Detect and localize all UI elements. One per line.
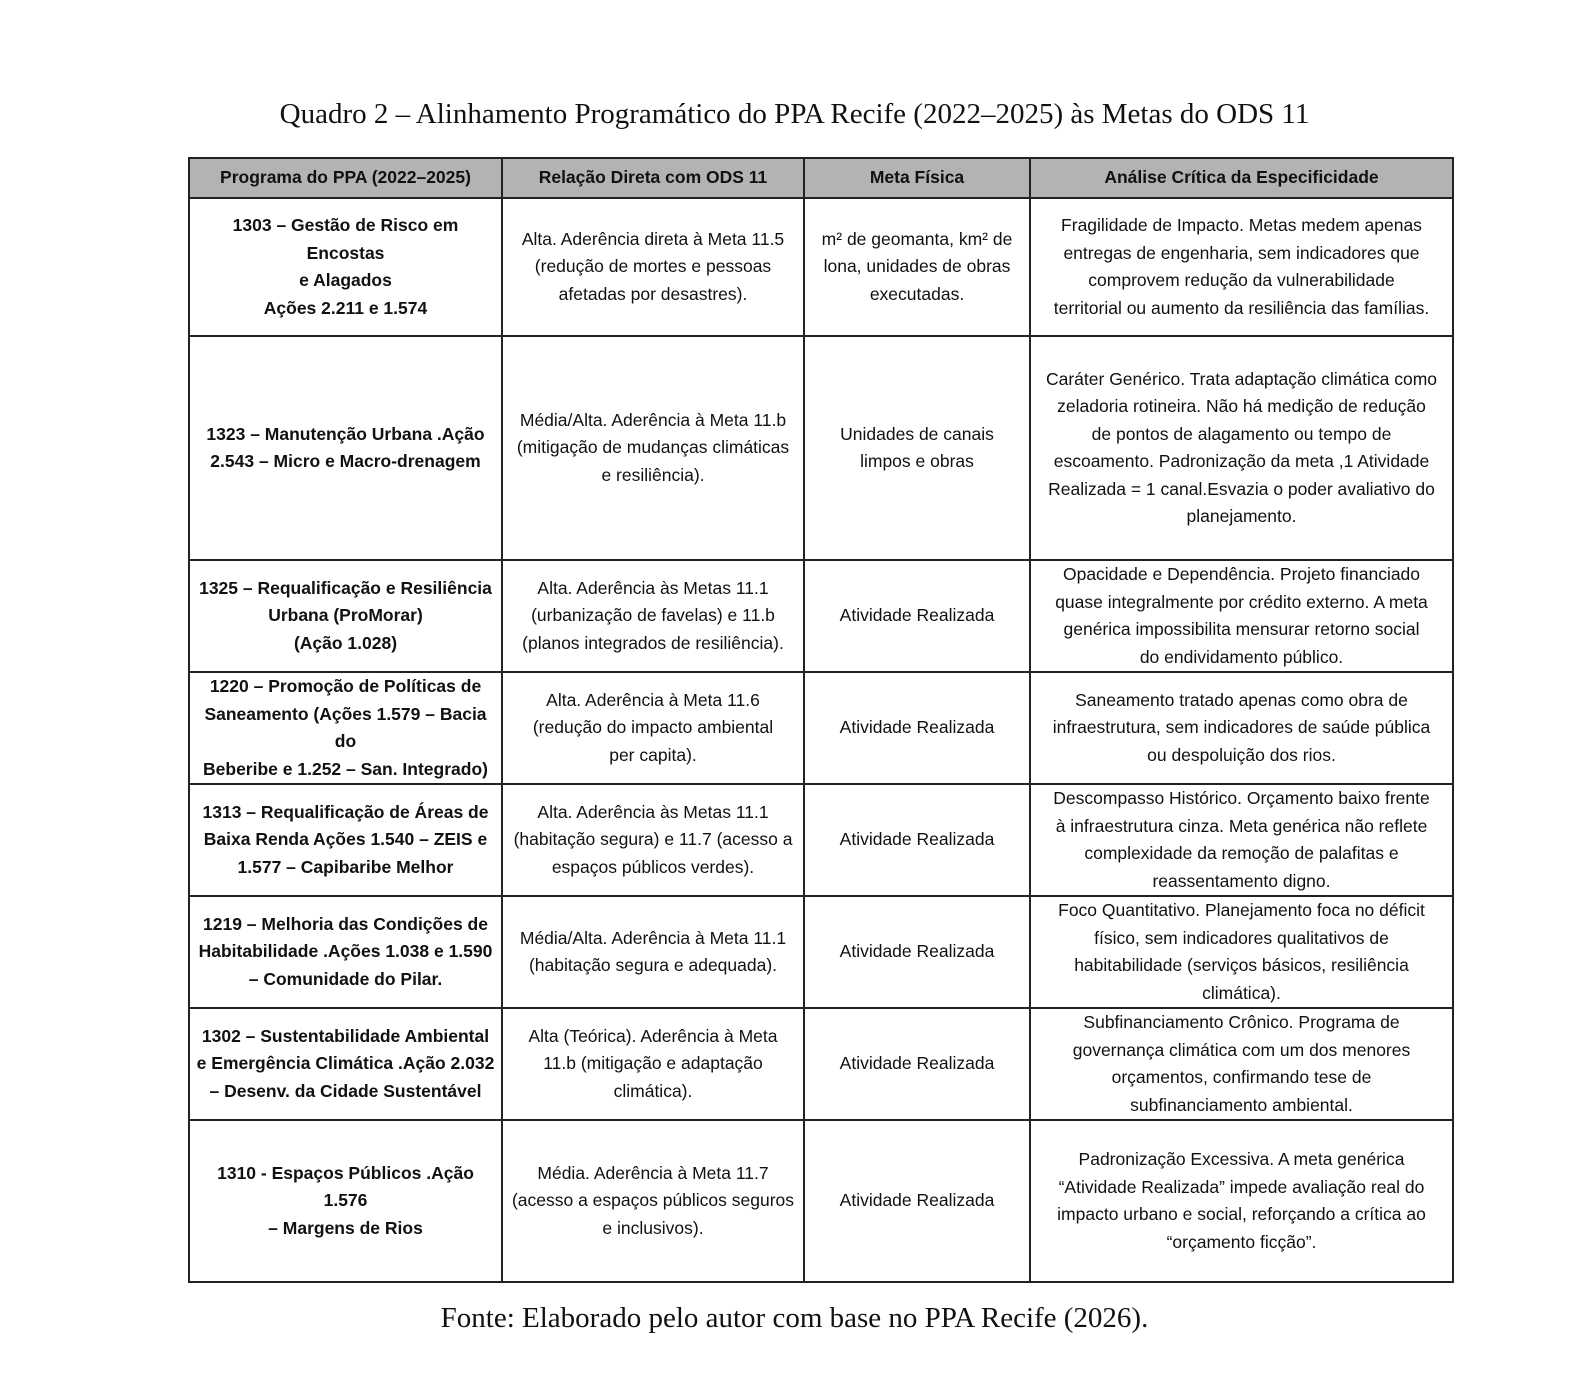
cell-programa	[189, 672, 502, 784]
ppa-ods-table	[188, 157, 1454, 1283]
cell-text-line: Descompasso Histórico. Orçamento baixo frente	[1053, 788, 1430, 808]
cell-analise	[1030, 896, 1453, 1008]
cell-analise	[1030, 1120, 1453, 1282]
cell-meta	[804, 1120, 1030, 1282]
cell-text-line: Unidades de canais	[840, 423, 994, 444]
cell-text-line: (habitação segura e adequada).	[528, 955, 778, 975]
cell-text-line: 1.577 – Capibaribe Melhor	[237, 856, 454, 877]
cell-text-line: Atividade Realizada	[839, 1190, 995, 1211]
header-meta: Meta Física	[804, 158, 1030, 198]
cell-analise	[1030, 198, 1453, 336]
cell-text-line: limpos e obras	[860, 451, 974, 471]
cell-relacao	[502, 896, 804, 1008]
cell-text-line: Opacidade e Dependência. Projeto financiado	[1062, 564, 1421, 584]
cell-text-line: e Emergência Climática .Ação 2.032	[196, 1053, 495, 1074]
cell-text-line: lona, unidades de obras	[823, 256, 1011, 277]
cell-text-line: climática).	[613, 1080, 693, 1101]
cell-text-line: Fragilidade de Impacto. Metas medem apenas	[1061, 215, 1422, 235]
source-note: Fonte: Elaborado pelo autor com base no PPA Recife (2026).	[440, 1302, 1149, 1334]
header-analise: Análise Crítica da Especificidade	[1030, 158, 1453, 198]
cell-programa	[189, 784, 502, 896]
table-row	[189, 560, 1453, 672]
cell-text-line: complexidade da remoção de palafitas e	[1084, 843, 1399, 863]
cell-relacao	[502, 336, 804, 560]
table-row	[189, 1008, 1453, 1120]
cell-text-line: territorial ou aumento da resiliência das famílias.	[1053, 297, 1430, 318]
cell-text-line: Realizada = 1 canal.Esvazia o poder avaliativo do	[1048, 478, 1435, 499]
cell-text-line: e Alagados	[299, 270, 392, 290]
cell-text-line: (habitação segura) e 11.7 (acesso a	[513, 829, 793, 850]
cell-text-line: genérica impossibilita mensurar retorno social	[1063, 619, 1420, 639]
cell-text-line: Habitabilidade .Ações 1.038 e 1.590	[198, 941, 493, 962]
cell-programa	[189, 336, 502, 560]
cell-text-line: à infraestrutura cinza. Meta genérica não reflete	[1055, 815, 1428, 836]
cell-text-line: Subfinanciamento Crônico. Programa de	[1083, 1012, 1400, 1032]
table-row	[189, 784, 1453, 896]
cell-meta	[804, 198, 1030, 336]
cell-text-line: 1323 – Manutenção Urbana .Ação	[206, 423, 485, 444]
cell-text-line: e inclusivos).	[602, 1217, 704, 1238]
cell-programa	[189, 896, 502, 1008]
cell-text-line: escoamento. Padronização da meta ,1 Atividade	[1053, 451, 1430, 471]
cell-text-line: “Atividade Realizada” impede avaliação real do	[1058, 1176, 1425, 1197]
cell-text-line: do endividamento público.	[1139, 646, 1344, 667]
cell-text-line: 1219 – Melhoria das Condições de	[203, 913, 488, 934]
cell-text-line: 1310 - Espaços Públicos .Ação 1.576	[217, 1162, 474, 1211]
cell-analise	[1030, 784, 1453, 896]
cell-text-line: Alta. Aderência à Meta 11.6	[546, 689, 760, 710]
table-row	[189, 896, 1453, 1008]
cell-relacao	[502, 1008, 804, 1120]
cell-programa	[189, 560, 502, 672]
cell-text-line: impacto urbano e social, reforçando a crítica ao	[1057, 1204, 1426, 1224]
cell-text-line: – Comunidade do Pilar.	[248, 968, 443, 989]
cell-text-line: Saneamento tratado apenas como obra de	[1075, 689, 1408, 710]
cell-text-line: governança climática com um dos menores	[1072, 1039, 1411, 1060]
cell-meta	[804, 672, 1030, 784]
cell-analise	[1030, 336, 1453, 560]
cell-text-line: entregas de engenharia, sem indicadores que	[1063, 242, 1420, 263]
cell-text-line: zeladoria rotineira. Não há medição de redução	[1057, 396, 1426, 416]
cell-analise	[1030, 560, 1453, 672]
cell-text-line: – Margens de Rios	[268, 1217, 423, 1238]
cell-meta	[804, 560, 1030, 672]
cell-text-line: (redução de mortes e pessoas	[534, 256, 772, 277]
cell-text-line: 1325 – Requalificação e Resiliência	[199, 577, 492, 598]
cell-relacao	[502, 560, 804, 672]
cell-text-line: (acesso a espaços públicos seguros	[511, 1190, 795, 1211]
cell-text-line: infraestrutura, sem indicadores de saúde pública	[1052, 717, 1431, 738]
cell-text-line: Atividade Realizada	[839, 1053, 995, 1074]
cell-text-line: Alta. Aderência às Metas 11.1	[537, 801, 769, 822]
cell-text-line: Alta. Aderência direta à Meta 11.5	[521, 228, 785, 249]
cell-text-line: 11.b (mitigação e adaptação	[543, 1053, 763, 1074]
table-header-row	[189, 158, 1453, 198]
cell-text-line: m² de geomanta, km² de	[821, 228, 1013, 249]
cell-text-line: 2.543 – Micro e Macro-drenagem	[210, 451, 481, 471]
table-row	[189, 336, 1453, 560]
cell-text-line: comprovem redução da vulnerabilidade	[1088, 270, 1395, 290]
cell-meta	[804, 336, 1030, 560]
cell-text-line: Alta. Aderência às Metas 11.1	[537, 577, 769, 598]
cell-text-line: Urbana (ProMorar)	[268, 605, 423, 626]
cell-text-line: reassentamento digno.	[1152, 870, 1331, 891]
cell-text-line: Ações 2.211 e 1.574	[263, 297, 428, 318]
cell-text-line: (redução do impacto ambiental	[532, 717, 774, 738]
cell-text-line: executadas.	[869, 283, 965, 304]
cell-text-line: Atividade Realizada	[839, 605, 995, 626]
cell-meta	[804, 1008, 1030, 1120]
cell-programa	[189, 198, 502, 336]
table-title: Quadro 2 – Alinhamento Programático do PPA Recife (2022–2025) às Metas do ODS 11	[279, 98, 1310, 130]
cell-text-line: habitabilidade (serviços básicos, resiliência	[1074, 955, 1409, 975]
cell-text-line: Média/Alta. Aderência à Meta 11.b	[519, 409, 787, 430]
cell-text-line: (Ação 1.028)	[293, 632, 398, 653]
cell-relacao	[502, 784, 804, 896]
cell-text-line: subfinanciamento ambiental.	[1130, 1094, 1353, 1115]
cell-text-line: e resiliência).	[601, 464, 705, 485]
cell-text-line: Foco Quantitativo. Planejamento foca no déficit	[1058, 900, 1425, 920]
cell-text-line: espaços públicos verdes).	[551, 856, 755, 877]
cell-text-line: planejamento.	[1186, 506, 1297, 526]
cell-text-line: de pontos de alagamento ou tempo de	[1091, 423, 1392, 444]
cell-text-line: físico, sem indicadores qualitativos de	[1094, 927, 1389, 948]
cell-text-line: Atividade Realizada	[839, 717, 995, 738]
table-row	[189, 672, 1453, 784]
cell-text-line: 1302 – Sustentabilidade Ambiental	[201, 1025, 490, 1046]
cell-text-line: Saneamento (Ações 1.579 – Bacia do	[204, 703, 487, 751]
cell-text-line: ou despoluição dos rios.	[1147, 744, 1336, 765]
cell-text-line: Média. Aderência à Meta 11.7	[537, 1162, 769, 1183]
cell-meta	[804, 784, 1030, 896]
cell-text-line: Atividade Realizada	[839, 941, 995, 962]
cell-text-line: (urbanização de favelas) e 11.b	[531, 605, 775, 626]
header-relacao: Relação Direta com ODS 11	[502, 158, 804, 198]
cell-text-line: – Desenv. da Cidade Sustentável	[209, 1080, 482, 1101]
cell-programa	[189, 1008, 502, 1120]
cell-text-line: afetadas por desastres).	[558, 283, 748, 304]
cell-text-line: quase integralmente por crédito externo. A meta	[1055, 591, 1428, 612]
cell-text-line: “orçamento ficção”.	[1166, 1231, 1317, 1252]
cell-text-line: climática).	[1202, 982, 1281, 1003]
cell-text-line: 1220 – Promoção de Políticas de	[209, 676, 482, 696]
cell-text-line: (planos integrados de resiliência).	[522, 632, 784, 653]
cell-programa	[189, 1120, 502, 1282]
cell-text-line: (mitigação de mudanças climáticas	[516, 437, 790, 458]
cell-relacao	[502, 672, 804, 784]
cell-analise	[1030, 1008, 1453, 1120]
header-programa: Programa do PPA (2022–2025)	[189, 158, 502, 198]
cell-meta	[804, 896, 1030, 1008]
cell-text-line: Baixa Renda Ações 1.540 – ZEIS e	[203, 829, 488, 850]
table-row	[189, 198, 1453, 336]
cell-text-line: 1303 – Gestão de Risco em Encostas	[232, 215, 459, 263]
cell-text-line: Beberibe e 1.252 – San. Integrado)	[203, 758, 488, 779]
cell-text-line: Caráter Genérico. Trata adaptação climática como	[1045, 368, 1437, 389]
table-body	[189, 198, 1453, 1282]
cell-text-line: Alta (Teórica). Aderência à Meta	[528, 1025, 778, 1046]
cell-text-line: Média/Alta. Aderência à Meta 11.1	[519, 927, 787, 948]
cell-text-line: Atividade Realizada	[839, 829, 995, 850]
table-row	[189, 1120, 1453, 1282]
cell-text-line: per capita).	[609, 744, 697, 765]
cell-relacao	[502, 1120, 804, 1282]
cell-text-line: 1313 – Requalificação de Áreas de	[202, 801, 489, 822]
cell-analise	[1030, 672, 1453, 784]
cell-text-line: Padronização Excessiva. A meta genérica	[1078, 1149, 1405, 1169]
cell-relacao	[502, 198, 804, 336]
cell-text-line: orçamentos, confirmando tese de	[1111, 1067, 1372, 1087]
